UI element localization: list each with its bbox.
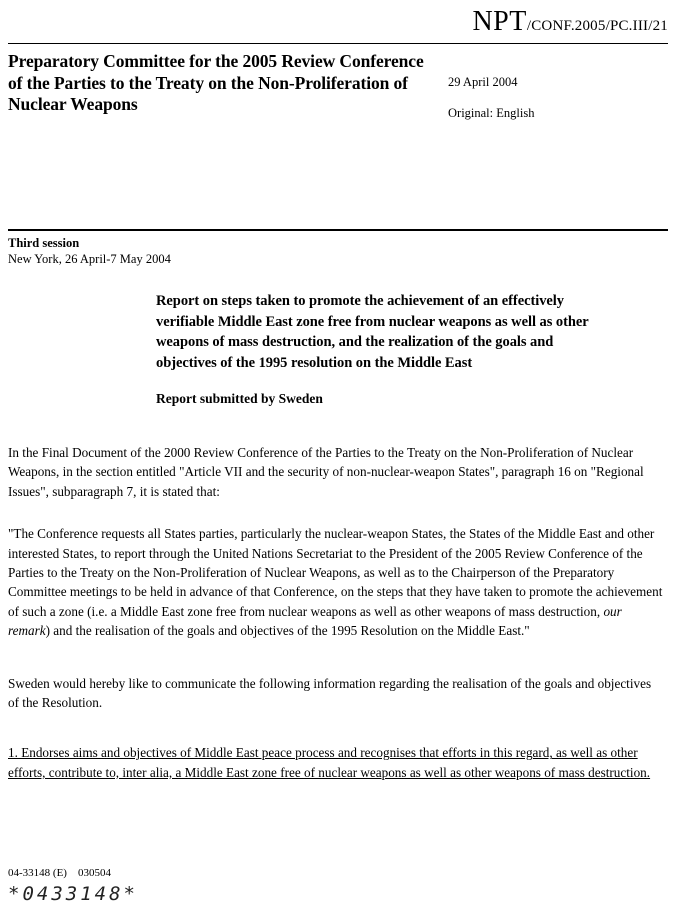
body-spacer [8, 731, 663, 743]
report-title: Report on steps taken to promote the achievement of an effectively verifiable Middle East zone free from nuclear weapons as well as other weapons of mass destruction, and the realization of the goals and objectives of the 1995 resolution on the Middle East [156, 293, 589, 371]
body-spacer [8, 662, 663, 674]
quote-text-part-1: "The Conference requests all States parties, particularly the nuclear-weapon States, the States of the Middle East and other interested States, to report through the United Nations Secretariat to the President of the 2005 Review Conference of the Parties to the Treaty on the Non-Proliferation of Nuclear Weapons, as well as to the Chairperson of the Preparatory Committee meetings to be held in advance of that Conference, on the steps that they have taken to promote the achievement of such a zone (i.e. a Middle East zone free from nuclear weapons as well as other weapons of mass destruction, [8, 526, 663, 619]
body-paragraph-3-numbered: 1. Endorses aims and objectives of Middle East peace process and recognises that efforts in this regard, as well as other efforts, contribute to, inter alia, a Middle East zone free of nuclear weapons as well as other weapons of mass destruction. [8, 745, 651, 780]
session-place-dates: New York, 26 April-7 May 2004 [8, 251, 171, 266]
job-number: 04-33148 (E) 030504 [8, 867, 111, 879]
masthead [8, 51, 668, 120]
document-body [8, 443, 663, 782]
document-symbol [472, 8, 668, 36]
report-submitter: Report submitted by Sweden [156, 391, 323, 406]
session-divider-thick [8, 229, 668, 231]
document-symbol-prefix: NPT [472, 6, 527, 37]
body-paragraph-2: Sweden would hereby like to communicate the following information regarding the realisation of the goals and objectives of the Resolution. [8, 675, 652, 711]
session-name: Third session [8, 236, 80, 250]
report-heading-block [156, 291, 616, 407]
document-date: 29 April 2004 [448, 75, 518, 89]
document-symbol-suffix: /CONF.2005/PC.III/21 [526, 18, 668, 34]
body-paragraph-1: In the Final Document of the 2000 Review Conference of the Parties to the Treaty on the Non-Proliferation of Nuclear Weapons, in the section entitled "Article VII and the security of non-nuclear-weapon States", paragraph 16 on "Regional Issues", subparagraph 7, it is stated that: [8, 445, 644, 499]
body-quote-paragraph [8, 524, 663, 640]
masthead-meta [448, 75, 668, 121]
document-footer [8, 866, 408, 905]
original-language: Original: English [448, 106, 535, 120]
session-block [8, 236, 508, 267]
barcode-text: *0433148* [8, 883, 138, 905]
masthead-title: Preparatory Committee for the 2005 Review Conference of the Parties to the Treaty on the Non-Proliferation of Nuclear Weapons [8, 51, 424, 114]
quote-text-italic: our remark [8, 603, 622, 639]
header-divider-thin [8, 43, 668, 44]
quote-text-part-2: ) and the realisation of the goals and objectives of the 1995 Resolution on the Middle East." [45, 623, 530, 639]
